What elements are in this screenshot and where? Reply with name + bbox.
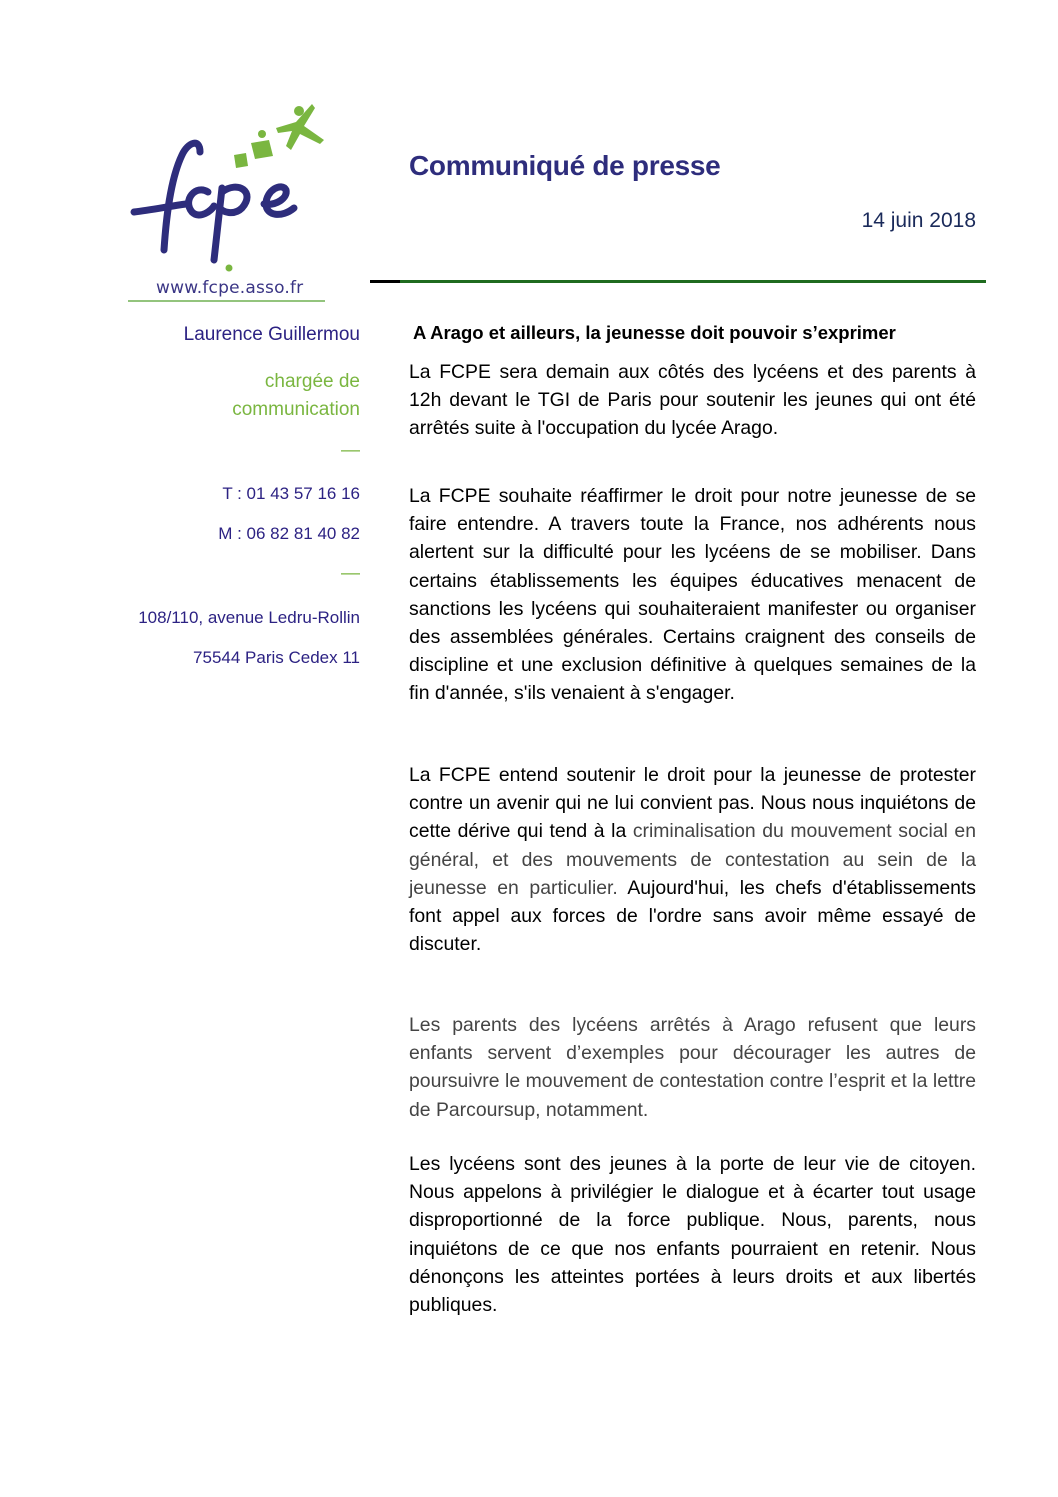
- paragraph-3-part2: criminalisation du mouvement social en général, et des mouvements de contestation au sein de la jeunesse en particulier.: [409, 820, 976, 899]
- paragraph-3: [409, 761, 976, 958]
- contact-address-line2: 75544 Paris Cedex 11: [193, 648, 360, 667]
- header-divider: [370, 280, 986, 283]
- fcpe-logo: [126, 100, 331, 305]
- contact-separator-2: —: [341, 563, 360, 584]
- figures-icon: [234, 104, 324, 168]
- contact-name: Laurence Guillermou: [183, 324, 360, 345]
- paragraph-2: La FCPE souhaite réaffirmer le droit pour notre jeunesse de se faire entendre. A travers toute la France, nos adhérents nous alertent sur la difficulté pour les lycéens de se mobiliser. Dans certains établissements les équipes éducatives menacent de sanctions les lycéens qui souhaiteraient manifester ou organiser des assemblées générales. Certains craignent des conseils de discipline et une exclusion définitive à quelques semaines de la fin d'année, s'ils venaient à s'engager.: [409, 485, 976, 705]
- fcpe-logo-mark: [126, 100, 331, 275]
- paragraph-3-part1: La FCPE entend soutenir le droit pour la jeunesse de protester contre un avenir qui ne lui convient pas. Nous nous inquiétons de cette dérive qui tend à la: [409, 764, 976, 843]
- contact-phone: T : 01 43 57 16 16: [222, 484, 360, 503]
- press-release-date: 14 juin 2018: [861, 209, 976, 232]
- fcpe-wordmark-icon: [134, 143, 294, 260]
- header-divider-accent: [370, 280, 400, 283]
- contact-address-line1: 108/110, avenue Ledru-Rollin: [138, 608, 360, 627]
- paragraph-3-part3: Aujourd'hui, les chefs d'établissements font appel aux forces de l'ordre sans avoir même essayé de discuter.: [409, 876, 976, 956]
- paragraph-5: Les lycéens sont des jeunes à la porte de leur vie de citoyen. Nous appelons à privilégier le dialogue et à écarter tout usage disproportionné de la force publique. Nous, parents, nous inquiétons de ce que nos enfants pourraient en retenir. Nous dénonçons les atteintes portées à leurs droits et aux libertés publiques.: [409, 1153, 976, 1317]
- paragraph-4: Les parents des lycéens arrêtés à Arago refusent que leurs enfants servent d’exemples pour décourager les autres de poursuivre le mouvement de contestation contre l’esprit et la lettre de Parcoursup, notamment.: [409, 1014, 976, 1121]
- contact-separator: —: [341, 440, 360, 461]
- page-title: Communiqué de presse: [409, 150, 721, 181]
- logo-dot-icon: [226, 265, 233, 272]
- contact-mobile: M : 06 82 81 40 82: [218, 524, 360, 543]
- article-headline: A Arago et ailleurs, la jeunesse doit pouvoir s’exprimer: [413, 322, 896, 343]
- logo-url[interactable]: www.fcpe.asso.fr: [156, 278, 304, 298]
- contact-role-line2: communication: [232, 399, 360, 420]
- paragraph-1: La FCPE sera demain aux côtés des lycéens et des parents à 12h devant le TGI de Paris pour soutenir les jeunes qui ont été arrêtés suite à l'occupation du lycée Arago.: [409, 361, 976, 440]
- contact-role-line1: chargée de: [264, 371, 360, 392]
- contact-role: [232, 368, 360, 424]
- logo-divider: [128, 300, 325, 302]
